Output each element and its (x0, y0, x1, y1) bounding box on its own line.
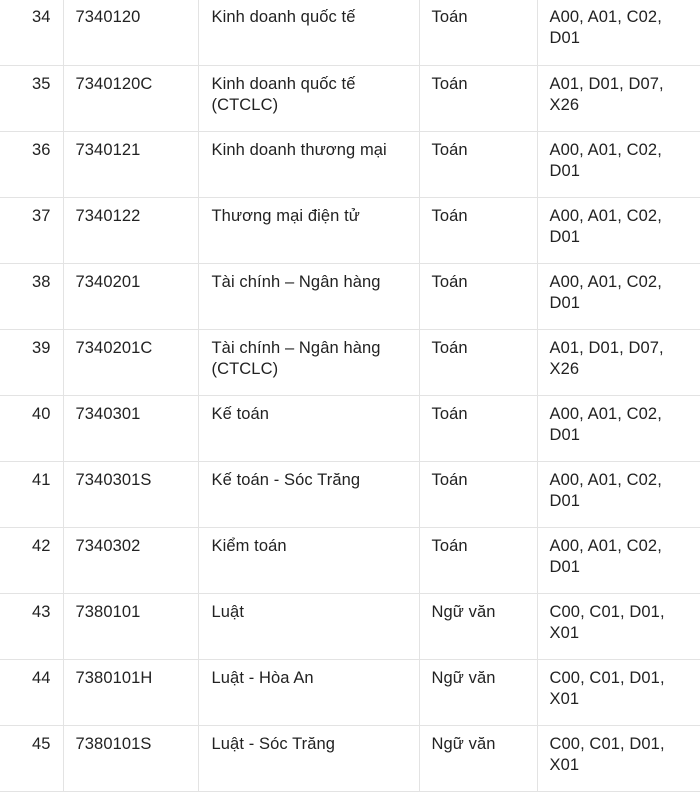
major-code: 7340122 (63, 197, 198, 263)
major-name: Kế toán - Sóc Trăng (198, 461, 419, 527)
table-row (0, 659, 700, 725)
major-code: 7340301S (63, 461, 198, 527)
main-subject: Toán (419, 0, 537, 65)
major-name: Tài chính – Ngân hàng (CTCLC) (198, 329, 419, 395)
major-code: 7340120C (63, 65, 198, 131)
subject-combinations: A00, A01, C02, D01 (537, 263, 700, 329)
subject-combinations: A00, A01, C02, D01 (537, 0, 700, 65)
major-code: 7380101 (63, 593, 198, 659)
main-subject: Toán (419, 263, 537, 329)
major-code: 7340301 (63, 395, 198, 461)
major-code: 7340201C (63, 329, 198, 395)
table-row (0, 65, 700, 131)
table-row (0, 131, 700, 197)
major-name: Kinh doanh quốc tế (CTCLC) (198, 65, 419, 131)
major-code: 7340121 (63, 131, 198, 197)
major-name: Thương mại điện tử (198, 197, 419, 263)
table-row (0, 395, 700, 461)
table-row (0, 527, 700, 593)
major-code: 7340201 (63, 263, 198, 329)
major-code: 7380101S (63, 725, 198, 791)
subject-combinations: C00, C01, D01, X01 (537, 659, 700, 725)
table-row (0, 263, 700, 329)
subject-combinations: C00, C01, D01, X01 (537, 593, 700, 659)
subject-combinations: A01, D01, D07, X26 (537, 329, 700, 395)
major-code: 7340302 (63, 527, 198, 593)
row-number: 38 (0, 263, 63, 329)
subject-combinations: C00, C01, D01, X01 (537, 725, 700, 791)
table-row (0, 725, 700, 791)
major-name: Luật - Hòa An (198, 659, 419, 725)
subject-combinations: A00, A01, C02, D01 (537, 197, 700, 263)
row-number: 42 (0, 527, 63, 593)
table-row (0, 197, 700, 263)
table-row (0, 0, 700, 65)
major-name: Luật (198, 593, 419, 659)
row-number: 43 (0, 593, 63, 659)
row-number: 39 (0, 329, 63, 395)
row-number: 40 (0, 395, 63, 461)
main-subject: Toán (419, 131, 537, 197)
table-row (0, 461, 700, 527)
main-subject: Toán (419, 65, 537, 131)
main-subject: Toán (419, 395, 537, 461)
main-subject: Toán (419, 329, 537, 395)
main-subject: Ngữ văn (419, 659, 537, 725)
major-name: Tài chính – Ngân hàng (198, 263, 419, 329)
row-number: 35 (0, 65, 63, 131)
major-code: 7380101H (63, 659, 198, 725)
main-subject: Ngữ văn (419, 593, 537, 659)
main-subject: Toán (419, 527, 537, 593)
major-name: Kinh doanh thương mại (198, 131, 419, 197)
table-row (0, 329, 700, 395)
table-row (0, 593, 700, 659)
main-subject: Ngữ văn (419, 725, 537, 791)
subject-combinations: A00, A01, C02, D01 (537, 461, 700, 527)
subject-combinations: A00, A01, C02, D01 (537, 527, 700, 593)
row-number: 41 (0, 461, 63, 527)
row-number: 45 (0, 725, 63, 791)
major-name: Kế toán (198, 395, 419, 461)
row-number: 37 (0, 197, 63, 263)
main-subject: Toán (419, 461, 537, 527)
row-number: 34 (0, 0, 63, 65)
major-code: 7340120 (63, 0, 198, 65)
row-number: 36 (0, 131, 63, 197)
subject-combinations: A00, A01, C02, D01 (537, 395, 700, 461)
main-subject: Toán (419, 197, 537, 263)
major-name: Luật - Sóc Trăng (198, 725, 419, 791)
subject-combinations: A01, D01, D07, X26 (537, 65, 700, 131)
major-name: Kinh doanh quốc tế (198, 0, 419, 65)
subject-combinations: A00, A01, C02, D01 (537, 131, 700, 197)
major-name: Kiểm toán (198, 527, 419, 593)
row-number: 44 (0, 659, 63, 725)
